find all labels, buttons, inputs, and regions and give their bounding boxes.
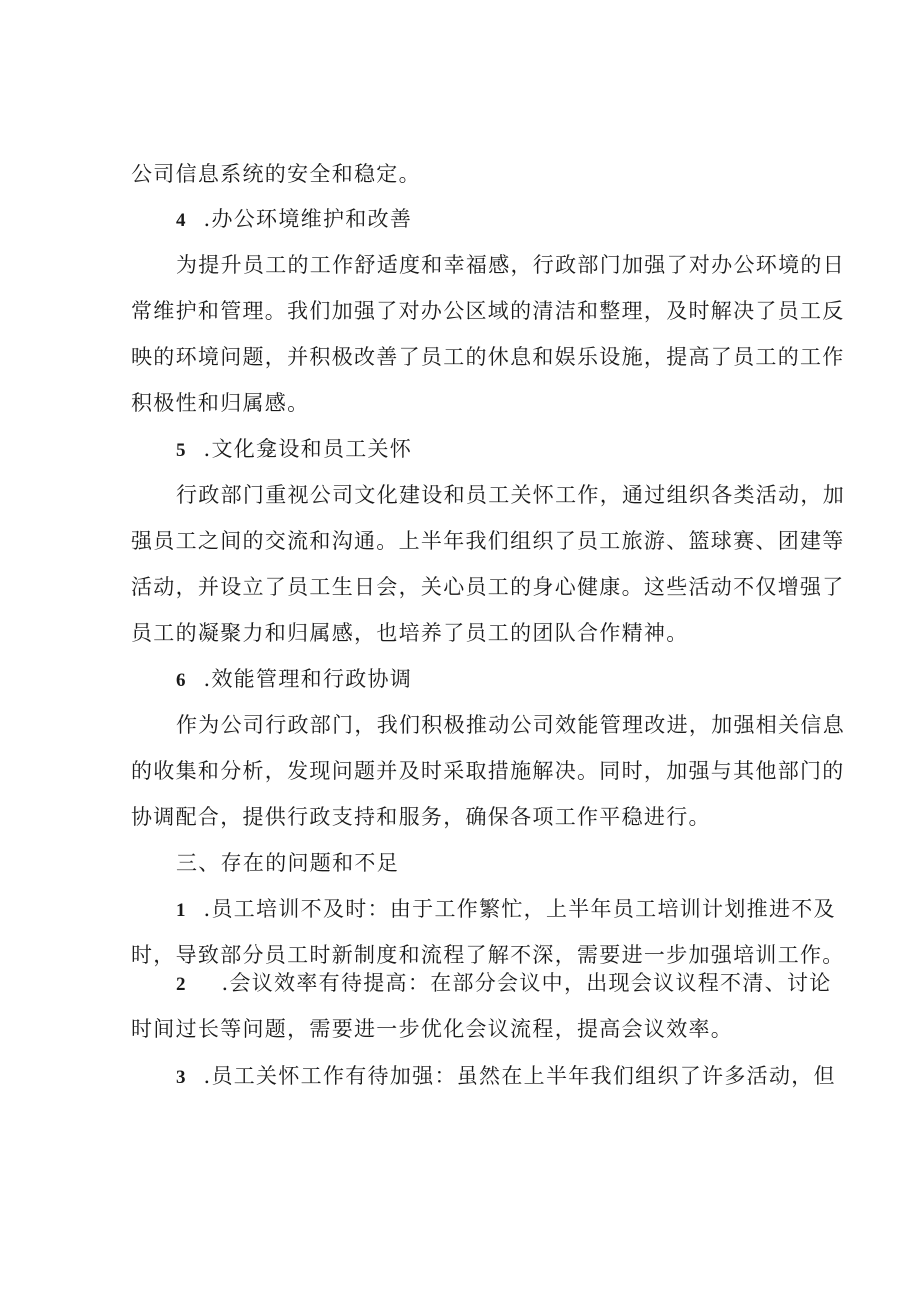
paragraph-line: 为提升员工的工作舒适度和幸福感，行政部门加强了对办公环境的日: [176, 253, 845, 277]
heading-title: .文化龛设和员工关怀: [203, 437, 413, 461]
paragraph-line: 积极性和归属感。: [131, 391, 310, 415]
heading-6: [176, 664, 412, 696]
paragraph-line: 时，导致部分员工时新制度和流程了解不深，需要进一步加强培训工作。: [131, 943, 845, 967]
section-heading: 三、存在的问题和不足: [176, 851, 399, 875]
item-text: .会议效率有待提高：在部分会议中，出现会议议程不清、讨论: [221, 971, 832, 995]
heading-number: 4: [176, 210, 186, 231]
item-number: 2: [176, 974, 186, 995]
list-item: [176, 968, 832, 1000]
paragraph-line: 的收集和分析，发现问题并及时采取措施解决。同时，加强与其他部门的: [131, 759, 845, 783]
item-number: 3: [176, 1067, 186, 1088]
paragraph-line: 协调配合，提供行政支持和服务，确保各项工作平稳进行。: [131, 805, 711, 829]
paragraph-line: 强员工之间的交流和沟通。上半年我们组织了员工旅游、篮球赛、团建等: [131, 529, 845, 553]
heading-4: [176, 204, 412, 236]
item-number: 1: [176, 900, 186, 921]
heading-number: 6: [176, 670, 186, 691]
heading-title: .效能管理和行政协调: [203, 667, 413, 691]
paragraph-line: 映的环境问题，并积极改善了员工的休息和娱乐设施，提高了员工的工作: [131, 345, 845, 369]
paragraph-line: 公司信息系统的安全和稳定。: [131, 162, 421, 186]
heading-5: [176, 434, 412, 466]
paragraph-line: 时间过长等问题，需要进一步优化会议流程，提高会议效率。: [131, 1017, 734, 1041]
item-text: .员工培训不及时：由于工作繁忙，上半年员工培训计划推进不及: [203, 897, 836, 921]
paragraph-line: 员工的凝聚力和归属感，也培养了员工的团队合作精神。: [131, 621, 689, 645]
list-item: [176, 1061, 836, 1093]
heading-title: .办公环境维护和改善: [203, 207, 413, 231]
list-item: [176, 894, 836, 926]
paragraph-line: 常维护和管理。我们加强了对办公区域的清洁和整理，及时解决了员工反: [131, 299, 845, 323]
paragraph-line: 行政部门重视公司文化建设和员工关怀工作，通过组织各类活动，加: [176, 483, 845, 507]
heading-number: 5: [176, 440, 186, 461]
item-text: .员工关怀工作有待加强：虽然在上半年我们组织了许多活动，但: [203, 1064, 836, 1088]
paragraph-line: 活动，并设立了员工生日会，关心员工的身心健康。这些活动不仅增强了: [131, 575, 845, 599]
paragraph-line: 作为公司行政部门，我们积极推动公司效能管理改进，加强相关信息: [176, 713, 845, 737]
